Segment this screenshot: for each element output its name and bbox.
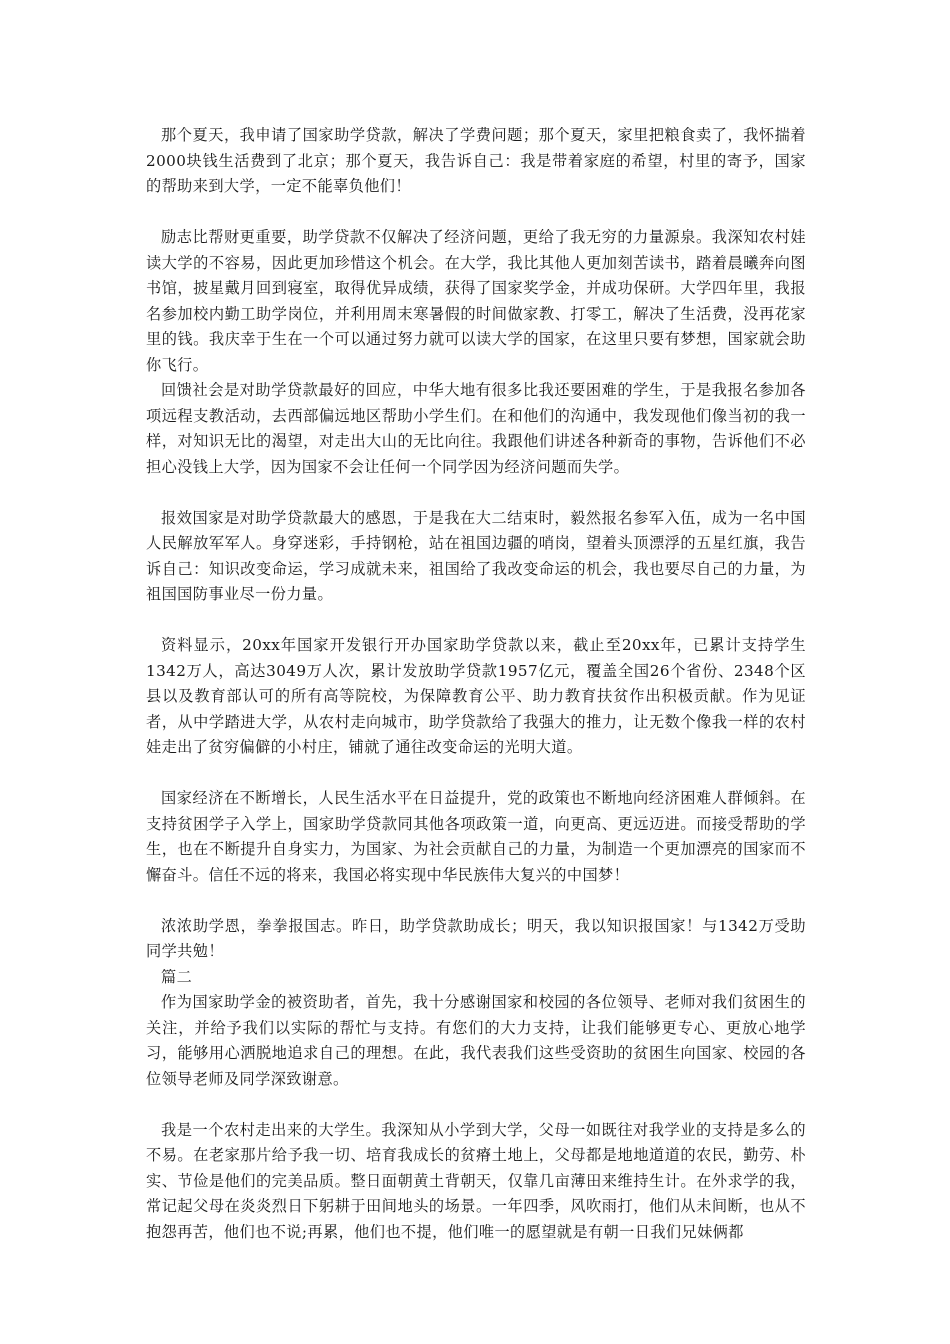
paragraph-rural-student: 我是一个农村走出来的大学生。我深知从小学到大学，父母一如既往对我学业的支持是多么的不易。在老家那片给予我一切、培育我成长的贫瘠土地上，父母都是地地道道的农民，勤劳、朴实、节俭是他们的完美品质。整日面朝黄土背朝天，仅靠几亩薄田来维持生计。在外求学的我，常记起父母在炎炎烈日下躬耕于田间地头的场景。一年四季，风吹雨打，他们从未间断，也从不抱怨再苦，他们也不说;再累，他们也不提，他们唯一的愿望就是有朝一日我们兄妹俩都 — [146, 1120, 806, 1241]
paragraph-thanks: 作为国家助学金的被资助者，首先，我十分感谢国家和校园的各位领导、老师对我们贫困生的关注，并给予我们以实际的帮忙与支持。有您们的大力支持，让我们能够更专心、更放心地学习，能够用心洒脱地追求自己的理想。在此，我代表我们这些受资助的贫困生向国家、校园的各位领导老师及同学深致谢意。 — [146, 993, 806, 1088]
paragraph-gap — [146, 608, 806, 634]
paragraph-statistics: 资料显示，20xx年国家开发银行开办国家助学贷款以来，截止至20xx年，已累计支持学生1342万人，高达3049万人次，累计发放助学贷款1957亿元，覆盖全国26个省份、2348个区县以及教育部认可的所有高等院校，为保障教育公平、助力教育扶贫作出积极贡献。作为见证者，从中学踏进大学，从农村走向城市，助学贷款给了我强大的推力，让无数个像我一样的农村娃走出了贫穷偏僻的小村庄，铺就了通往改变命运的光明大道。 — [146, 636, 806, 756]
paragraph-gap — [146, 761, 806, 787]
paragraph-economy: 国家经济在不断增长，人民生活水平在日益提升，党的政策也不断地向经济困难人群倾斜。在支持贫困学子入学上，国家助学贷款同其他各项政策一道，向更高、更远迈进。而接受帮助的学生，也在不断提升自身实力，为国家、为社会贡献自己的力量，为制造一个更加漂亮的国家而不懈奋斗。信任不远的将来，我国必将实现中华民族伟大复兴的中国梦！ — [146, 789, 806, 884]
paragraph-gap — [146, 200, 806, 226]
paragraph-summer: 那个夏天，我申请了国家助学贷款，解决了学费问题；那个夏天，家里把粮食卖了，我怀揣着2000块钱生活费到了北京；那个夏天，我告诉自己：我是带着家庭的希望，村里的寄予，国家的帮助来到大学，一定不能辜负他们！ — [146, 126, 806, 195]
paragraph-inspiration: 励志比帮财更重要，助学贷款不仅解决了经济问题，更给了我无穷的力量源泉。我深知农村娃读大学的不容易，因此更加珍惜这个机会。在大学，我比其他人更加刻苦读书，踏着晨曦奔向图书馆，披星戴月回到寝室，取得优异成绩，获得了国家奖学金，并成功保研。大学四年里，我报名参加校内勤工助学岗位，并利用周末寒暑假的时间做家教、打零工，解决了生活费，没再花家里的钱。我庆幸于生在一个可以通过努力就可以读大学的国家，在这里只要有梦想，国家就会助你飞行。 — [146, 228, 806, 374]
section-heading: 篇二 — [161, 967, 193, 986]
paragraph-gap — [146, 1092, 806, 1118]
paragraph-gap — [146, 888, 806, 914]
document-body — [146, 123, 806, 1245]
paragraph-gap — [146, 480, 806, 506]
paragraph-serve-country: 报效国家是对助学贷款最大的感恩，于是我在大二结束时，毅然报名参军入伍，成为一名中国人民解放军军人。身穿迷彩，手持钢枪，站在祖国边疆的哨岗，望着头顶漂浮的五星红旗，我告诉自己：知识改变命运，学习成就未来，祖国给了我改变命运的机会，我也要尽自己的力量，为祖国国防事业尽一份力量。 — [146, 508, 806, 603]
paragraph-closing: 浓浓助学恩，拳拳报国志。昨日，助学贷款助成长；明天，我以知识报国家！与1342万受助同学共勉！ — [146, 916, 806, 960]
paragraph-give-back: 回馈社会是对助学贷款最好的回应，中华大地有很多比我还要困难的学生，于是我报名参加各项远程支教活动，去西部偏远地区帮助小学生们。在和他们的沟通中，我发现他们像当初的我一样，对知识无比的渴望，对走出大山的无比向往。我跟他们讲述各种新奇的事物，告诉他们不必担心没钱上大学，因为国家不会让任何一个同学因为经济问题而失学。 — [146, 381, 806, 476]
